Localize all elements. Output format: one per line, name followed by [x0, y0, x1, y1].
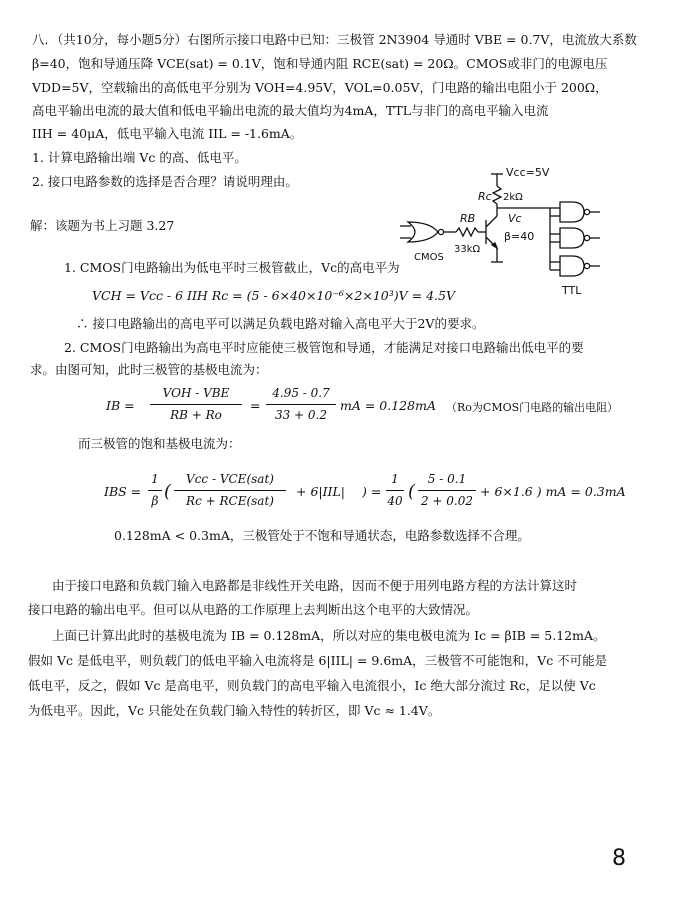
- ib-result: mA = 0.128mA: [340, 398, 436, 413]
- problem-line-4: 高电平输出电流的最大值和低电平输出电流的最大值均为4mA，TTL与非门的高电平输入电流: [32, 103, 549, 118]
- problem-line-2: β=40，饱和导通压降 VCE(sat) = 0.1V，饱和导通内阻 RCE(sat) = 20Ω。CMOS或非门的电源电压: [32, 56, 608, 71]
- ibs-equals: ) =: [362, 484, 382, 499]
- part-2-statement-line-1: 2. CMOS门电路输出为高电平时应能使三极管饱和导通，才能满足对接口电路输出低电平的要: [64, 340, 584, 355]
- rc-value: 2kΩ: [503, 192, 523, 203]
- note-line-3: 上面已计算出此时的基极电流为 IB = 0.128mA，所以对应的集电极电流为 Ic = βIB = 5.12mA。: [52, 628, 606, 643]
- ttl-nand-gate-1: [550, 202, 600, 222]
- ib-denominator: RB + Ro: [170, 408, 222, 422]
- ibs-open-paren: (: [164, 481, 172, 502]
- rb-resistor: [456, 228, 478, 236]
- question-2: 2. 接口电路参数的选择是否合理？请说明理由。: [32, 174, 298, 189]
- ibs-denominator-value: 2 + 0.02: [420, 494, 474, 508]
- note-line-4: 假如 Vc 是低电平，则负载门的低电平输入电流将是 6|IIL| = 9.6mA，三极管不可能饱和，Vc 不可能是: [28, 653, 608, 668]
- ibs-numerator: Vcc - VCE(sat): [186, 472, 274, 486]
- solution-intro: 解：该题为书上习题 3.27: [30, 218, 175, 233]
- vch-equation: VCH = Vcc - 6 IIH Rc = (5 - 6×40×10⁻⁶×2×10³)V = 4.5V: [92, 288, 455, 303]
- part-2-statement-line-2: 求。由图可知，此时三极管的基极电流为：: [30, 362, 268, 377]
- rc-label: Rc: [478, 190, 492, 203]
- ib-equals: =: [250, 398, 261, 413]
- ibs-result: + 6×1.6 ) mA = 0.3mA: [480, 484, 626, 499]
- ibs-intro: 而三极管的饱和基极电流为：: [78, 436, 241, 451]
- ib-fraction-bar: [150, 404, 242, 405]
- ttl-nand-gate-3: [550, 256, 600, 276]
- ibs-lhs: IBS =: [104, 484, 142, 499]
- problem-line-3: VDD=5V，空载输出的高低电平分别为 VOH=4.95V，VOL=0.05V，门电路的输出电阻小于 200Ω，: [32, 80, 608, 95]
- ibs-one-2: 1: [391, 472, 399, 486]
- ibs-plus-term: + 6|IIL|: [296, 484, 345, 499]
- vc-label: Vc: [508, 212, 522, 225]
- note-line-2: 接口电路的输出电平。但可以从电路的工作原理上去判断出这个电平的大致情况。: [28, 602, 479, 617]
- beta-label: β=40: [504, 230, 535, 243]
- ib-denominator-value: 33 + 0.2: [274, 408, 328, 422]
- ibs-beta: β: [151, 494, 159, 508]
- interface-circuit-diagram: [400, 160, 650, 300]
- rb-label: RB: [460, 212, 476, 225]
- problem-line-5: IIH = 40μA，低电平输入电流 IIL = -1.6mA。: [32, 126, 303, 141]
- ibs-one: 1: [151, 472, 159, 486]
- ibs-beta-bar: [148, 490, 162, 491]
- ibs-fraction-bar: [174, 490, 286, 491]
- ibs-numerator-value: 5 - 0.1: [427, 472, 467, 486]
- note-line-1: 由于接口电路和负载门输入电路都是非线性开关电路，因而不便于用列电路方程的方法计算这时: [52, 578, 578, 593]
- page-number: 8: [612, 846, 626, 871]
- ibs-40-bar: [386, 490, 404, 491]
- cmos-nor-gate: [408, 222, 438, 242]
- part-1-statement: 1. CMOS门电路输出为低电平时三极管截止，Vc的高电平为: [64, 260, 400, 275]
- ib-lhs: IB =: [106, 398, 135, 413]
- ttl-label: TTL: [562, 284, 582, 297]
- part-1-conclusion: ∴ 接口电路输出的高电平可以满足负载电路对输入高电平大于2V的要求。: [76, 316, 485, 331]
- rb-value: 33kΩ: [454, 244, 481, 255]
- ibs-40: 40: [387, 494, 403, 508]
- cmos-label: CMOS: [414, 252, 444, 263]
- ib-note: （Ro为CMOS门电路的输出电阻）: [446, 401, 619, 414]
- ib-numerator-value: 4.95 - 0.7: [272, 386, 330, 400]
- rc-resistor: [493, 186, 501, 204]
- ib-fraction-bar-2: [266, 404, 336, 405]
- ibs-denominator: Rc + RCE(sat): [186, 494, 274, 508]
- problem-line-1: 八．（共10分，每小题5分）右图所示接口电路中已知：三极管 2N3904 导通时 VBE = 0.7V，电流放大系数: [32, 32, 637, 47]
- note-line-5: 低电平，反之，假如 Vc 是高电平，则负载门的高电平输入电流很小，Ic 绝大部分流过 Rc，足以使 Vc: [28, 678, 596, 693]
- question-1: 1. 计算电路输出端 Vc 的高、低电平。: [32, 150, 247, 165]
- vcc-label: Vcc=5V: [506, 166, 550, 179]
- ibs-fraction-bar-2: [418, 490, 476, 491]
- ttl-nand-gate-2: [550, 228, 600, 248]
- note-line-6: 为低电平。因此，Vc 只能处在负载门输入特性的转折区，即 Vc ≈ 1.4V。: [28, 703, 441, 718]
- ibs-open-paren-2: (: [408, 481, 416, 502]
- ib-numerator: VOH - VBE: [162, 386, 230, 400]
- comparison-conclusion: 0.128mA < 0.3mA，三极管处于不饱和导通状态，电路参数选择不合理。: [114, 528, 530, 543]
